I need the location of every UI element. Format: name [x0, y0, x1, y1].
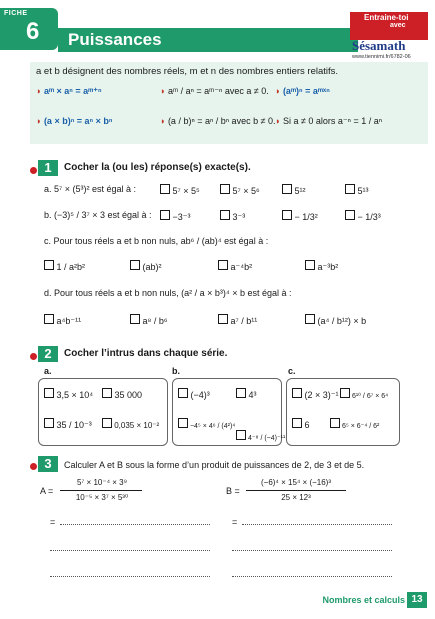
checkbox[interactable] [340, 388, 350, 398]
rule-6: ◗ Si a ≠ 0 alors a⁻ⁿ = 1 / aⁿ [275, 116, 382, 126]
ex1-a-option-4: 5¹³ [345, 184, 369, 196]
checkbox[interactable] [218, 260, 228, 270]
ex1-b-label: b. (−3)⁵ / 3⁷ × 3 est égal à : [44, 210, 152, 220]
ex2-b-option-2: 4³ [236, 388, 257, 400]
bullet-icon: ◗ [160, 116, 168, 126]
ex1-a-option-3: 5¹² [282, 184, 306, 196]
ex1-c-label: c. Pour tous réels a et b non nuls, ab⁶ / (ab)⁴ est égal à : [44, 236, 269, 246]
checkbox[interactable] [282, 210, 292, 220]
B-fraction-bar [246, 490, 346, 491]
ex2-b-label: b. [172, 366, 180, 376]
checkbox[interactable] [44, 388, 54, 398]
rule-4: ◗ (a × b)ⁿ = aⁿ × bⁿ [36, 116, 113, 126]
footer-section: Nombres et calculs [322, 595, 405, 605]
checkbox[interactable] [282, 184, 292, 194]
ex2-c-option-4: 6⁵ × 6⁻⁴ / 6² [330, 418, 379, 430]
checkbox[interactable] [130, 314, 140, 324]
exercise-3-number: 3 [38, 456, 58, 472]
rule-5: ◗ (a / b)ⁿ = aⁿ / bⁿ avec b ≠ 0. [160, 116, 276, 126]
ex1-d-option-4: (a⁴ / b¹²) × b [305, 314, 366, 326]
checkbox[interactable] [330, 418, 340, 428]
checkbox[interactable] [345, 184, 355, 194]
sesamath-logo: Sésamath [352, 38, 406, 53]
B-numerator: (−6)⁴ × 15⁴ × (−16)³ [260, 478, 332, 487]
checkbox[interactable] [130, 260, 140, 270]
ex1-c-option-4: a⁻³b² [305, 260, 338, 273]
ex2-c-option-3: 6 [292, 418, 310, 430]
rules-intro: a et b désignent des nombres réels, m et n des nombres entiers relatifs. [36, 66, 339, 77]
checkbox[interactable] [220, 210, 230, 220]
A-denominator: 10⁻⁵ × 3⁷ × 5³⁰ [75, 493, 129, 502]
ex2-c-label: c. [288, 366, 296, 376]
ex1-c-option-1: 1 / a²b² [44, 260, 85, 272]
exercise-2-number: 2 [38, 346, 58, 362]
bullet-icon: ◗ [36, 116, 44, 126]
checkbox[interactable] [102, 418, 112, 428]
exercise-2-title: Cocher l’intrus dans chaque série. [64, 348, 228, 359]
checkbox[interactable] [44, 418, 54, 428]
checkbox[interactable] [305, 260, 315, 270]
ex1-a-option-1: 5⁷ × 5⁵ [160, 184, 200, 196]
fiche-label: FICHE [4, 10, 28, 17]
checkbox[interactable] [178, 388, 188, 398]
checkbox[interactable] [44, 260, 54, 270]
ex1-b-option-4: − 1/3³ [345, 210, 381, 222]
sesamath-line2: avec [390, 22, 406, 29]
checkbox[interactable] [292, 418, 302, 428]
ex2-b-option-1: (−4)³ [178, 388, 210, 400]
bullet-icon: ◗ [36, 86, 44, 96]
checkbox[interactable] [178, 418, 188, 428]
checkbox[interactable] [220, 184, 230, 194]
sesamath-url[interactable]: www.tiennimi.fr/6782-06 [352, 54, 411, 60]
A-fraction-bar [60, 490, 142, 491]
ex1-b-option-2: 3⁻³ [220, 210, 245, 223]
page-number: 13 [407, 592, 427, 608]
checkbox[interactable] [345, 210, 355, 220]
ex2-b-option-3: −4⁵ × 4⁶ / (4²)⁴ [178, 418, 235, 430]
checkbox[interactable] [160, 184, 170, 194]
A-answer-line-3[interactable] [50, 576, 210, 577]
rule-2: ◗ aᵐ / aⁿ = aᵐ⁻ⁿ avec a ≠ 0. [160, 86, 269, 96]
bullet-icon: ◗ [275, 86, 283, 96]
ex2-b-option-4: 4⁻⁸ / (−4)⁻¹¹ [236, 430, 285, 442]
ex2-c-option-2: 6¹⁰ / 6⁷ × 6⁴ [340, 388, 388, 400]
B-denominator: 25 × 12³ [281, 493, 311, 502]
ex1-d-label: d. Pour tous réels a et b non nuls, (a² / a × b³)⁴ × b est égal à : [44, 288, 292, 298]
exercise-1-title: Cocher la (ou les) réponse(s) exacte(s). [64, 162, 251, 173]
A-label: A = [40, 486, 54, 496]
ex2-a-option-3: 35 / 10⁻³ [44, 418, 92, 431]
B-answer-line-2[interactable] [232, 550, 392, 551]
bullet-icon: ◗ [160, 86, 168, 96]
ex1-b-option-1: −3⁻³ [160, 210, 191, 223]
A-answer-line-1[interactable] [60, 524, 210, 525]
ex1-c-option-2: (ab)² [130, 260, 162, 272]
bullet-icon: ◗ [275, 116, 283, 126]
ex1-d-option-2: a⁸ / b⁶ [130, 314, 168, 326]
exercise-dot-icon [30, 463, 37, 470]
ex1-b-option-3: − 1/3² [282, 210, 318, 222]
sesamath-line1: Entraine-toi [364, 13, 409, 22]
checkbox[interactable] [102, 388, 112, 398]
exercise-dot-icon [30, 167, 37, 174]
checkbox[interactable] [218, 314, 228, 324]
A-eq: = [50, 517, 56, 527]
ex2-a-option-1: 3,5 × 10⁴ [44, 388, 93, 400]
B-label: B = [226, 486, 240, 496]
B-answer-line-1[interactable] [242, 524, 392, 525]
checkbox[interactable] [44, 314, 54, 324]
B-answer-line-3[interactable] [232, 576, 392, 577]
exercise-3-title: Calculer A et B sous la forme d’un produit de puissances de 2, de 3 et de 5. [64, 460, 365, 470]
checkbox[interactable] [160, 210, 170, 220]
exercise-dot-icon [30, 353, 37, 360]
ex1-a-option-2: 5⁷ × 5⁶ [220, 184, 260, 196]
A-answer-line-2[interactable] [50, 550, 210, 551]
fiche-number: 6 [26, 18, 40, 45]
rule-3: ◗ (aᵐ)ⁿ = aᵐˣⁿ [275, 86, 330, 96]
ex1-d-option-3: a⁷ / b¹¹ [218, 314, 257, 326]
rule-1: ◗ aᵐ × aⁿ = aᵐ⁺ⁿ [36, 86, 102, 96]
ex2-c-option-1: (2 × 3)⁻¹ [292, 388, 339, 401]
checkbox[interactable] [236, 388, 246, 398]
ex2-a-option-2: 35 000 [102, 388, 142, 400]
checkbox[interactable] [305, 314, 315, 324]
ex2-a-option-4: 0,035 × 10⁻² [102, 418, 159, 430]
ex2-a-label: a. [44, 366, 52, 376]
B-eq: = [232, 517, 238, 527]
checkbox[interactable] [236, 430, 246, 440]
checkbox[interactable] [292, 388, 302, 398]
exercise-1-number: 1 [38, 160, 58, 176]
page-title: Puissances [68, 30, 162, 49]
A-numerator: 5⁷ × 10⁻⁴ × 3⁹ [76, 478, 127, 487]
ex1-d-option-1: a⁴b⁻¹¹ [44, 314, 81, 327]
ex1-a-label: a. 5⁷ × (5³)² est égal à : [44, 184, 137, 194]
ex1-c-option-3: a⁻⁴b² [218, 260, 252, 273]
